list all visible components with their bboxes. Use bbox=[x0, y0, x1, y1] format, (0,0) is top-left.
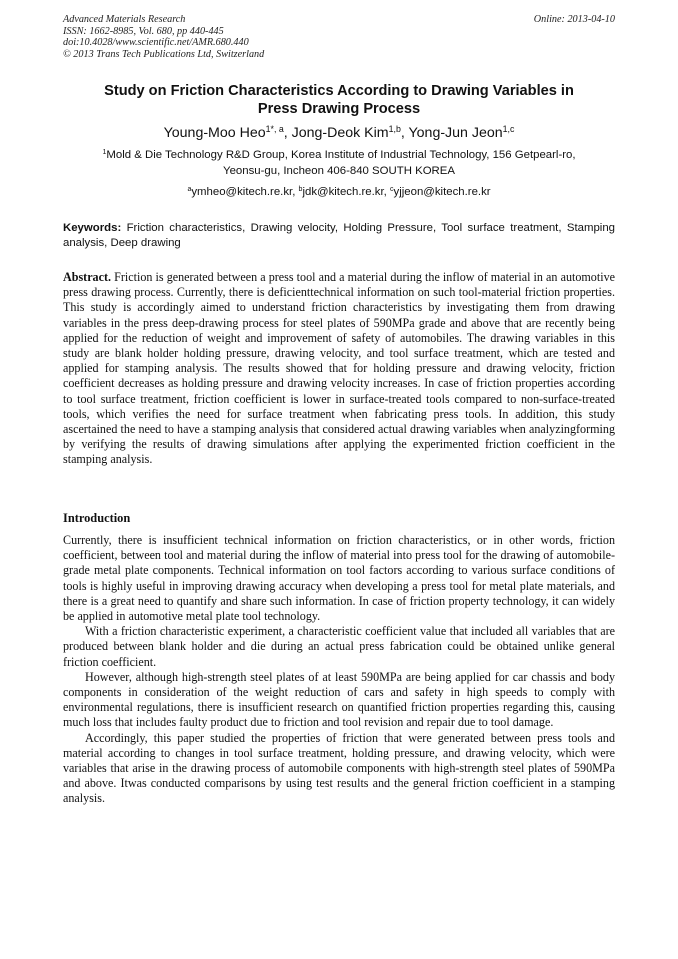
author-sep: , bbox=[283, 125, 292, 141]
abstract bbox=[63, 270, 615, 468]
email-link[interactable]: ymheo@kitech.re.kr bbox=[191, 186, 293, 198]
issn-line: ISSN: 1662-8985, Vol. 680, pp 440-445 bbox=[63, 25, 224, 37]
intro-paragraph: Currently, there is insufficient technical information on friction characteristics, or in other words, friction coefficient, between tool and material during the inflow of material into press tool for the drawing of automobile-grade metal plate components. Technical information on tool factors according to various surface conditions of tools is highly useful in improving drawing accuracy when developing a press tool for metal plate materials, and there is a great need to quantify and share such information. In case of friction property technology, it can widely be applied in automotive metal plate tool technology. bbox=[63, 533, 615, 624]
intro-paragraph: Accordingly, this paper studied the properties of friction that were generated between press tools and material according to changes in tool surface treatment, holding pressure, and drawing velocity, which were variables that arise in the drawing process of automobile components with high-strength steel plates of 590MPa and above. Itwas conducted comparisons by using test results and the general friction coefficient in a stamping analysis. bbox=[63, 730, 615, 806]
author-name: Yong-Jun Jeon bbox=[408, 125, 503, 141]
affiliation-line-1: Mold & Die Technology R&D Group, Korea Institute of Industrial Technology, 156 Getpearl-ro, bbox=[106, 149, 576, 161]
online-date: Online: 2013-04-10 bbox=[533, 14, 615, 25]
affiliation bbox=[63, 148, 615, 179]
email-link[interactable]: yjjeon@kitech.re.kr bbox=[393, 186, 491, 198]
keywords-text: Friction characteristics, Drawing velocity, Holding Pressure, Tool surface treatment, Stamping analysis, Deep drawing bbox=[63, 222, 615, 249]
copyright-line: © 2013 Trans Tech Publications Ltd, Switzerland bbox=[63, 48, 265, 60]
affiliation-line-2: Yeonsu-gu, Incheon 406-840 SOUTH KOREA bbox=[223, 164, 455, 177]
doi-line: doi:10.4028/www.scientific.net/AMR.680.440 bbox=[63, 37, 249, 49]
author-sup: 1,b bbox=[388, 124, 401, 135]
intro-paragraph: However, although high-strength steel plates of at least 590MPa are being applied for car chassis and body components in consideration of the weight reduction of cars and safety in high speeds to comply with environmental regulations, there is insufficient research on quantified friction properties regarding this, causing much loss that includes faulty product due to friction and tool revision and repair due to tool damage. bbox=[63, 669, 615, 730]
email-list bbox=[63, 185, 615, 200]
abstract-text: Friction is generated between a press tool and a material during the inflow of material in an automotive press drawing process. Currently, there is deficienttechnical information on such tool-material friction properties. This study is accordingly aimed to understand friction characteristics by investigating them from drawing variables in the press deep-drawing process for steel plates of 590MPa grade and above that are recently being applied for the reduction of weight and improvement of safety of automobiles. The drawing variables in this study are blank holder holding pressure, drawing velocity, and tool surface treatment, which are tested and applied for stamping analysis. The results showed that for holding pressure and drawing velocity, friction coefficient decreases as holding pressure and drawing velocity increases. In case of friction properties according to tool surface treatment, friction coefficient is lower in surface-treated tools compared to non-surface-treated tools, which verifies the need for surface treatment when fabricating press tools. In addition, this study ascertained the need to have a stamping analysis that considered actual drawing variables when analyzingforming by verifying the results of drawing simulations after applying the experimented friction coefficient in the stamping analysis. bbox=[63, 270, 615, 467]
email-sup: a bbox=[187, 186, 192, 194]
author-list bbox=[63, 124, 615, 142]
keywords bbox=[63, 221, 615, 251]
author-sup: 1,c bbox=[502, 124, 515, 135]
journal-header bbox=[63, 14, 615, 60]
author-name: Jong-Deok Kim bbox=[291, 125, 389, 141]
introduction-heading: Introduction bbox=[63, 511, 131, 525]
paper-title bbox=[63, 82, 615, 118]
author-sup: 1*, a bbox=[265, 124, 284, 135]
email-link[interactable]: jdk@kitech.re.kr bbox=[302, 186, 384, 198]
journal-name: Advanced Materials Research bbox=[63, 14, 186, 25]
author-name: Young-Moo Heo bbox=[163, 125, 266, 141]
keywords-label: Keywords: bbox=[63, 222, 122, 234]
author-sep: , bbox=[400, 125, 409, 141]
email-sep: , bbox=[383, 186, 390, 198]
email-sup: c bbox=[390, 186, 394, 194]
affiliation-sup: 1 bbox=[102, 149, 107, 157]
email-sup: b bbox=[298, 186, 303, 194]
title-line-2: Press Drawing Process bbox=[257, 101, 421, 117]
introduction bbox=[63, 533, 615, 807]
email-sep: , bbox=[292, 186, 299, 198]
intro-paragraph: With a friction characteristic experiment, a characteristic coefficient value that included all variables that are produced between blank holder and die during an actual press fabrication could be obtained unlike general friction coefficient. bbox=[63, 624, 615, 669]
abstract-label: Abstract. bbox=[63, 270, 112, 284]
title-line-1: Study on Friction Characteristics According to Drawing Variables in bbox=[104, 83, 574, 99]
